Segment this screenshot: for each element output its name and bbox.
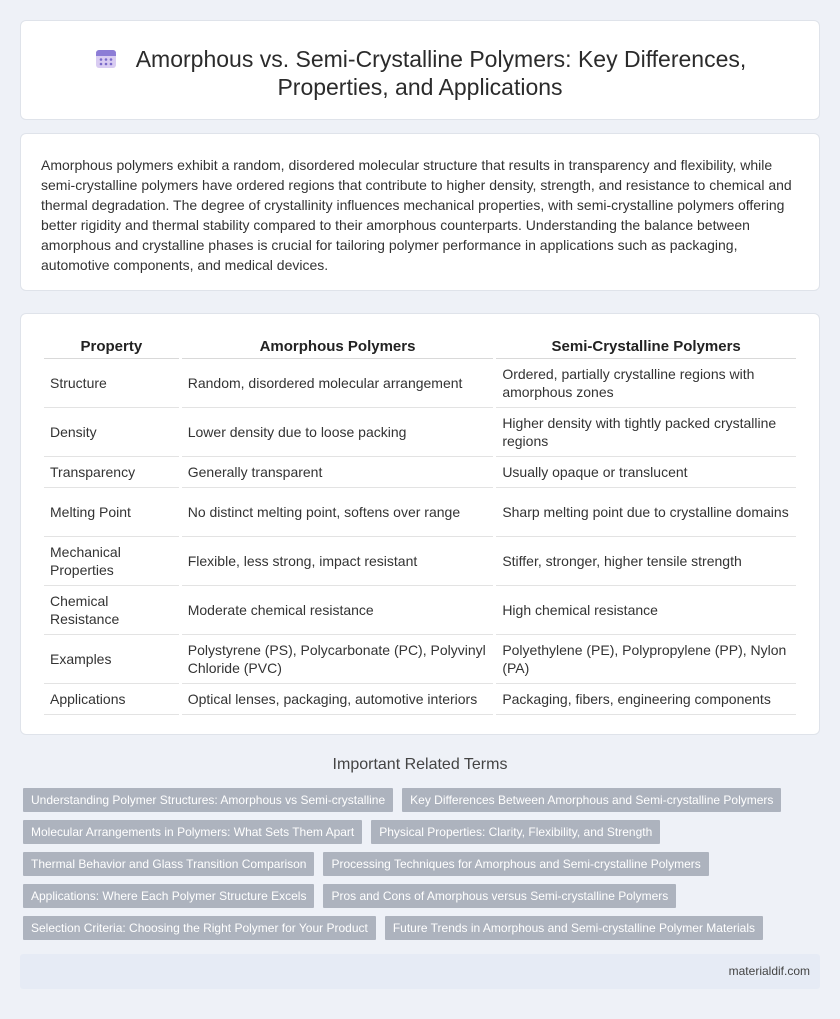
- semi-crystalline-cell: Higher density with tightly packed crystalline regions: [496, 408, 796, 457]
- related-term-tag[interactable]: Processing Techniques for Amorphous and Semi-crystalline Polymers: [323, 852, 708, 876]
- table-row: [44, 586, 796, 635]
- table-header-row: [44, 333, 796, 359]
- table-row: [44, 359, 796, 408]
- table-row: [44, 635, 796, 684]
- semi-crystalline-cell: High chemical resistance: [496, 586, 796, 635]
- amorphous-cell: Lower density due to loose packing: [182, 408, 494, 457]
- footer: [20, 954, 820, 989]
- header-amorphous: Amorphous Polymers: [182, 333, 494, 359]
- amorphous-cell: Random, disordered molecular arrangement: [182, 359, 494, 408]
- table-row: [44, 537, 796, 586]
- footer-site-link[interactable]: materialdif.com: [728, 964, 810, 978]
- amorphous-cell: Polystyrene (PS), Polycarbonate (PC), Polyvinyl Chloride (PVC): [182, 635, 494, 684]
- related-term-tag[interactable]: Pros and Cons of Amorphous versus Semi-crystalline Polymers: [323, 884, 676, 908]
- property-cell: Mechanical Properties: [44, 537, 179, 586]
- property-cell: Applications: [44, 684, 179, 715]
- semi-crystalline-cell: Sharp melting point due to crystalline domains: [496, 488, 796, 537]
- amorphous-cell: Generally transparent: [182, 457, 494, 488]
- related-terms-list: [23, 788, 813, 948]
- amorphous-cell: No distinct melting point, softens over range: [182, 488, 494, 537]
- amorphous-cell: Optical lenses, packaging, automotive interiors: [182, 684, 494, 715]
- related-term-tag[interactable]: Future Trends in Amorphous and Semi-crystalline Polymer Materials: [385, 916, 763, 940]
- semi-crystalline-cell: Packaging, fibers, engineering components: [496, 684, 796, 715]
- comparison-table: [41, 333, 799, 715]
- related-term-tag[interactable]: Key Differences Between Amorphous and Semi-crystalline Polymers: [402, 788, 781, 812]
- related-term-tag[interactable]: Applications: Where Each Polymer Structure Excels: [23, 884, 314, 908]
- related-term-tag[interactable]: Physical Properties: Clarity, Flexibility, and Strength: [371, 820, 660, 844]
- header-property: Property: [44, 333, 179, 359]
- semi-crystalline-cell: Stiffer, stronger, higher tensile strength: [496, 537, 796, 586]
- semi-crystalline-cell: Polyethylene (PE), Polypropylene (PP), Nylon (PA): [496, 635, 796, 684]
- page-title: [21, 45, 819, 101]
- related-term-tag[interactable]: Selection Criteria: Choosing the Right Polymer for Your Product: [23, 916, 376, 940]
- header-semi-crystalline: Semi-Crystalline Polymers: [496, 333, 796, 359]
- related-terms-heading: Important Related Terms: [332, 756, 508, 773]
- table-row: [44, 488, 796, 537]
- property-cell: Density: [44, 408, 179, 457]
- page-title-text: Amorphous vs. Semi-Crystalline Polymers: Key Differences, Properties, and Applications: [135, 46, 747, 100]
- amorphous-cell: Flexible, less strong, impact resistant: [182, 537, 494, 586]
- property-cell: Examples: [44, 635, 179, 684]
- property-cell: Chemical Resistance: [44, 586, 179, 635]
- table-row: [44, 684, 796, 715]
- comparison-table-card: [20, 313, 820, 735]
- related-term-tag[interactable]: Thermal Behavior and Glass Transition Comparison: [23, 852, 314, 876]
- semi-crystalline-cell: Usually opaque or translucent: [496, 457, 796, 488]
- table-row: [44, 457, 796, 488]
- amorphous-cell: Moderate chemical resistance: [182, 586, 494, 635]
- property-cell: Transparency: [44, 457, 179, 488]
- related-term-tag[interactable]: Molecular Arrangements in Polymers: What Sets Them Apart: [23, 820, 362, 844]
- title-card: [20, 20, 820, 120]
- related-term-tag[interactable]: Understanding Polymer Structures: Amorphous vs Semi-crystalline: [23, 788, 393, 812]
- intro-card: [20, 133, 820, 291]
- intro-paragraph: Amorphous polymers exhibit a random, disordered molecular structure that results in transparency and flexibility, while semi-crystalline polymers have ordered regions that contribute to higher density, strength, and resistance to chemical and thermal degradation. The degree of crystallinity influences mechanical properties, with semi-crystalline polymers offering better rigidity and thermal stability compared to their amorphous counterparts. Understanding the balance between amorphous and crystalline phases is crucial for tailoring polymer performance in applications such as packaging, automotive components, and medical devices.: [41, 157, 792, 273]
- calendar-icon: [94, 46, 118, 70]
- semi-crystalline-cell: Ordered, partially crystalline regions with amorphous zones: [496, 359, 796, 408]
- property-cell: Structure: [44, 359, 179, 408]
- table-row: [44, 408, 796, 457]
- property-cell: Melting Point: [44, 488, 179, 537]
